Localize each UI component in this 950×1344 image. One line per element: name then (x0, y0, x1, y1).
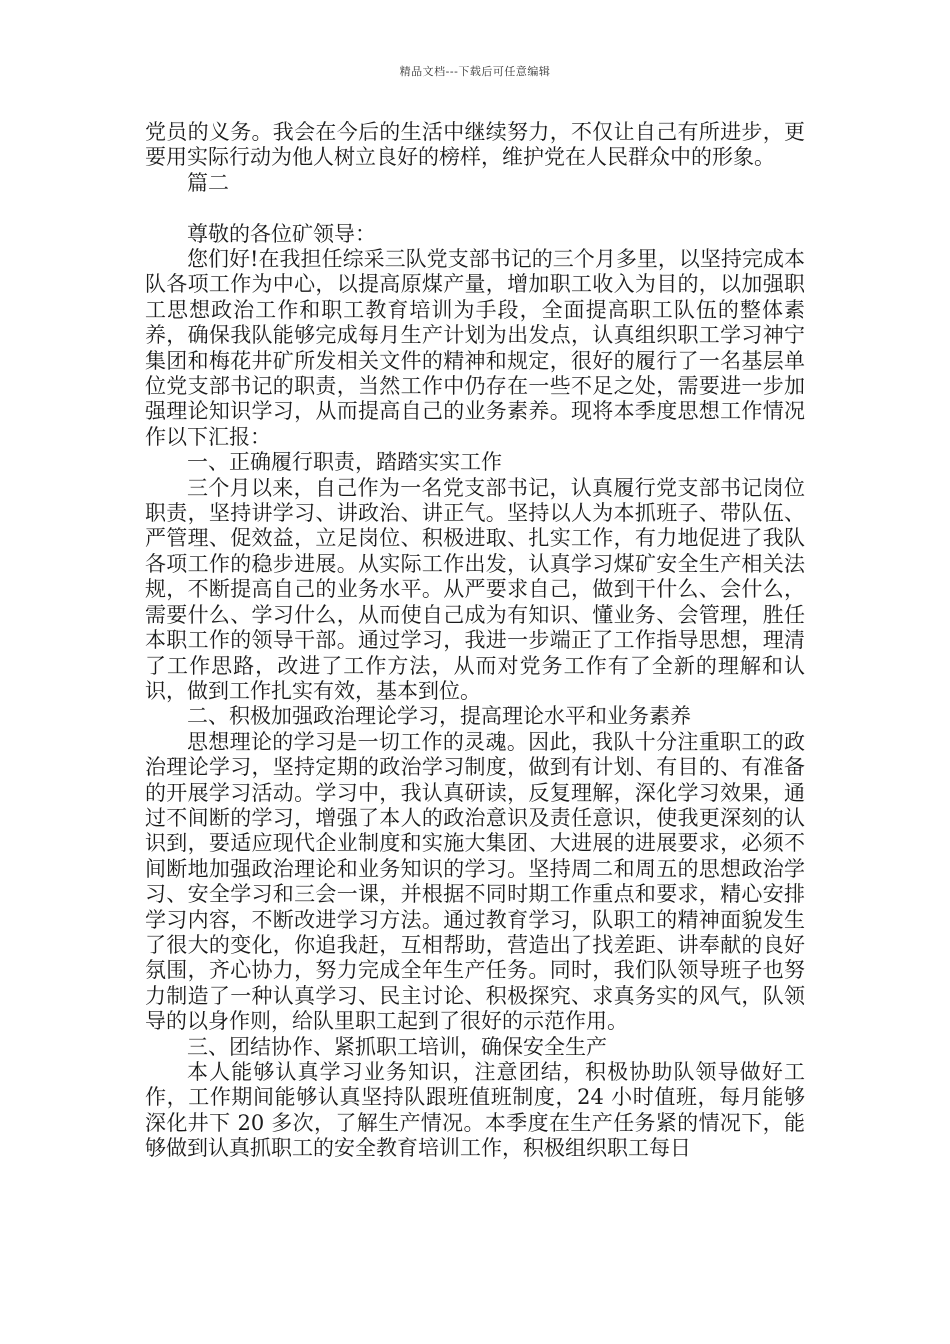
section-heading: 三、团结协作、紧抓职工培训，确保安全生产 (187, 1034, 607, 1059)
paragraph: 思想理论的学习是一切工作的灵魂。因此，我队十分注重职工的政治理论学习，坚持定期的政治学习制度，做到有计划、有目的、有准备的开展学习活动。学习中，我认真研读，反复理解，深化学习效果，通过不间断的学习，增强了本人的政治意识及责任意识，使我更深刻的认识到，要适应现代企业制度和实施大集团、大进展的进展要求，必须不间断地加强政治理论和业务知识的学习。坚持周二和周五的思想政治学习、安全学习和三会一课，并根据不同时期工作重点和要求，精心安排学习内容，不断改进学习方法。通过教育学习，队职工的精神面貌发生了很大的变化，你追我赶，互相帮助，营造出了找差距、讲奉献的良好氛围，齐心协力，努力完成全年生产任务。同时，我们队领导班子也努力制造了一种认真学习、民主讨论、积极探究、求真务实的风气，队领导的以身作则，给队里职工起到了很好的示范作用。 (145, 729, 805, 1034)
paragraph: 三个月以来，自己作为一名党支部书记，认真履行党支部书记岗位职责，坚持讲学习、讲政治、讲正气。坚持以人为本抓班子、带队伍、严管理、促效益，立足岗位、积极进取、扎实工作，有力地促进了我队各项工作的稳步进展。从实际工作出发，认真学习煤矿安全生产相关法规，不断提高自己的业务水平。从严要求自己，做到干什么、会什么，需要什么、学习什么，从而使自己成为有知识、懂业务、会管理，胜任本职工作的领导干部。通过学习，我进一步端正了工作指导思想，理清了工作思路，改进了工作方法，从而对党务工作有了全新的理解和认识，做到工作扎实有效，基本到位。 (145, 475, 805, 703)
paragraph: 党员的义务。我会在今后的生活中继续努力，不仅让自己有所进步，更要用实际行动为他人树立良好的榜样，维护党在人民群众中的形象。 (145, 120, 805, 170)
blank-line (145, 196, 805, 221)
paragraph: 您们好!在我担任综采三队党支部书记的三个月多里，以坚持完成本队各项工作为中心，以提高原煤产量，增加职工收入为目的，以加强职工思想政治工作和职工教育培训为手段，全面提高职工队伍的整体素养，确保我队能够完成每月生产计划为出发点，认真组织职工学习神宁集团和梅花井矿所发相关文件的精神和规定，很好的履行了一名基层单位党支部书记的职责，当然工作中仍存在一些不足之处，需要进一步加强理论知识学习，从而提高自己的业务素养。现将本季度思想工作情况作以下汇报： (145, 247, 805, 449)
section-heading: 一、正确履行职责，踏踏实实工作 (187, 450, 502, 475)
paragraph: 本人能够认真学习业务知识，注意团结，积极协助队领导做好工作，工作期间能够认真坚持队跟班值班制度，24 小时值班，每月能够深化井下 20 多次，了解生产情况。本季度在生产任务紧的情况下，能够做到认真抓职工的安全教育培训工作，积极组织职工每日 (145, 1060, 805, 1161)
salutation: 尊敬的各位矿领导： (187, 221, 376, 246)
document-body (145, 120, 805, 1162)
section-heading: 二、积极加强政治理论学习，提高理论水平和业务素养 (187, 704, 691, 729)
page-header: 精品文档---下载后可任意编辑 (399, 65, 551, 78)
section-title: 篇二 (187, 170, 229, 195)
